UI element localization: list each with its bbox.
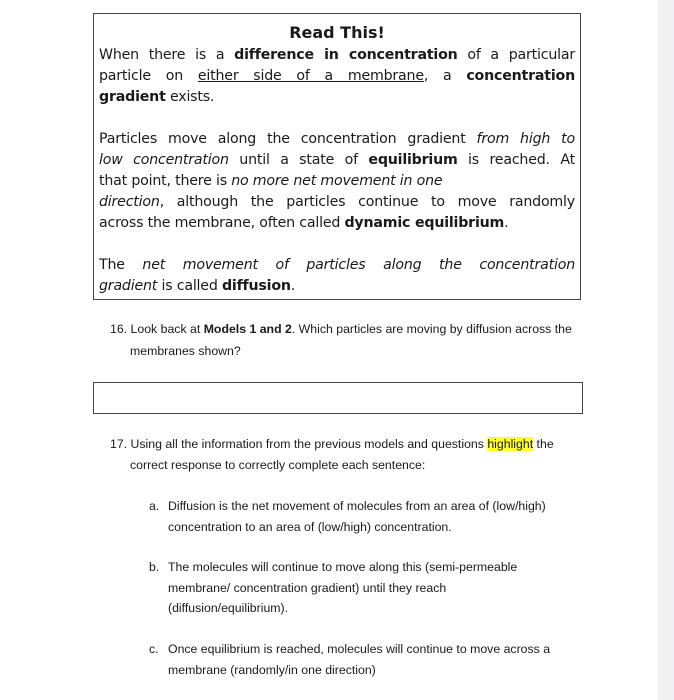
item-text-line: The molecules will continue to move along this (semi-permeable: [168, 560, 518, 574]
text-segment: across the membrane, often called: [99, 215, 345, 231]
text-segment: no more net movement in one: [231, 173, 443, 189]
text-segment: net movement of particles along the concentration: [142, 257, 575, 273]
read-this-line: [99, 194, 575, 210]
text-segment: low concentration: [99, 152, 229, 168]
scrollbar-track[interactable]: [658, 0, 674, 700]
text-segment: until a state of: [228, 152, 369, 168]
question-number: 16.: [110, 322, 128, 336]
item-letter: c.: [149, 642, 159, 656]
text-segment: diffusion: [221, 278, 291, 294]
text-segment: gradient: [99, 278, 158, 294]
text-segment: is called: [157, 278, 222, 294]
read-this-line: [99, 131, 575, 147]
highlighted-word: highlight: [487, 437, 534, 451]
item-text-line: Diffusion is the net movement of molecules from an area of (low/high): [168, 499, 546, 513]
item-text-line: membrane (randomly/in one direction): [168, 662, 376, 677]
question-text: the: [533, 437, 554, 451]
text-segment: .: [504, 215, 509, 231]
text-segment: difference in concentration: [234, 47, 458, 63]
item-text-line: membrane/ concentration gradient) until they reach: [168, 580, 447, 595]
item-letter: a.: [149, 499, 160, 513]
question-text: . Which particles are moving by diffusion across the: [291, 322, 572, 336]
text-segment: of a particular: [457, 47, 576, 63]
text-segment: equilibrium: [368, 152, 458, 168]
text-segment: Particles move along the concentration gradient: [99, 131, 477, 147]
question-17: [110, 437, 554, 451]
text-segment: that point, there is: [99, 173, 232, 189]
text-segment: particle on: [99, 68, 198, 84]
text-segment: , a: [423, 68, 467, 84]
read-this-title: Read This!: [289, 23, 385, 42]
item-text-line: Once equilibrium is reached, molecules will continue to move across a: [168, 642, 551, 656]
text-segment: When there is a: [99, 47, 235, 63]
item-letter: b.: [149, 560, 160, 574]
text-segment: gradient: [99, 89, 166, 105]
read-this-line: [99, 215, 575, 231]
read-this-line: [99, 89, 575, 105]
item-text-line: concentration to an area of (low/high) concentration.: [168, 519, 452, 534]
text-segment: from high to: [476, 131, 576, 147]
text-segment: concentration: [466, 68, 575, 84]
read-this-box: [93, 13, 581, 300]
read-this-line: [99, 47, 575, 63]
text-segment: either side of a membrane: [197, 68, 424, 84]
question-17-line2: correct response to correctly complete each sentence:: [130, 458, 426, 472]
question-number: 17.: [110, 437, 128, 451]
item-text-line: (diffusion/equilibrium).: [168, 601, 289, 615]
text-segment: exists.: [165, 89, 215, 105]
text-segment: dynamic equilibrium: [344, 215, 505, 231]
read-this-line: [99, 68, 575, 84]
text-segment: The: [99, 257, 143, 273]
read-this-line: [99, 278, 575, 294]
question-text: Look back at: [130, 322, 204, 336]
text-segment: , although the particles continue to move randomly: [159, 194, 575, 210]
question-text: Using all the information from the previous models and questions: [130, 437, 488, 451]
text-segment: direction: [99, 194, 160, 210]
question-text-bold: Models 1 and 2: [203, 322, 292, 336]
answer-box-16[interactable]: [93, 382, 583, 414]
read-this-line: [99, 173, 575, 189]
read-this-line: [99, 152, 575, 168]
text-segment: is reached. At: [457, 152, 575, 168]
read-this-line: [99, 257, 575, 273]
text-segment: .: [290, 278, 296, 294]
question-16-line2: membranes shown?: [130, 344, 241, 358]
question-16: [110, 322, 572, 336]
